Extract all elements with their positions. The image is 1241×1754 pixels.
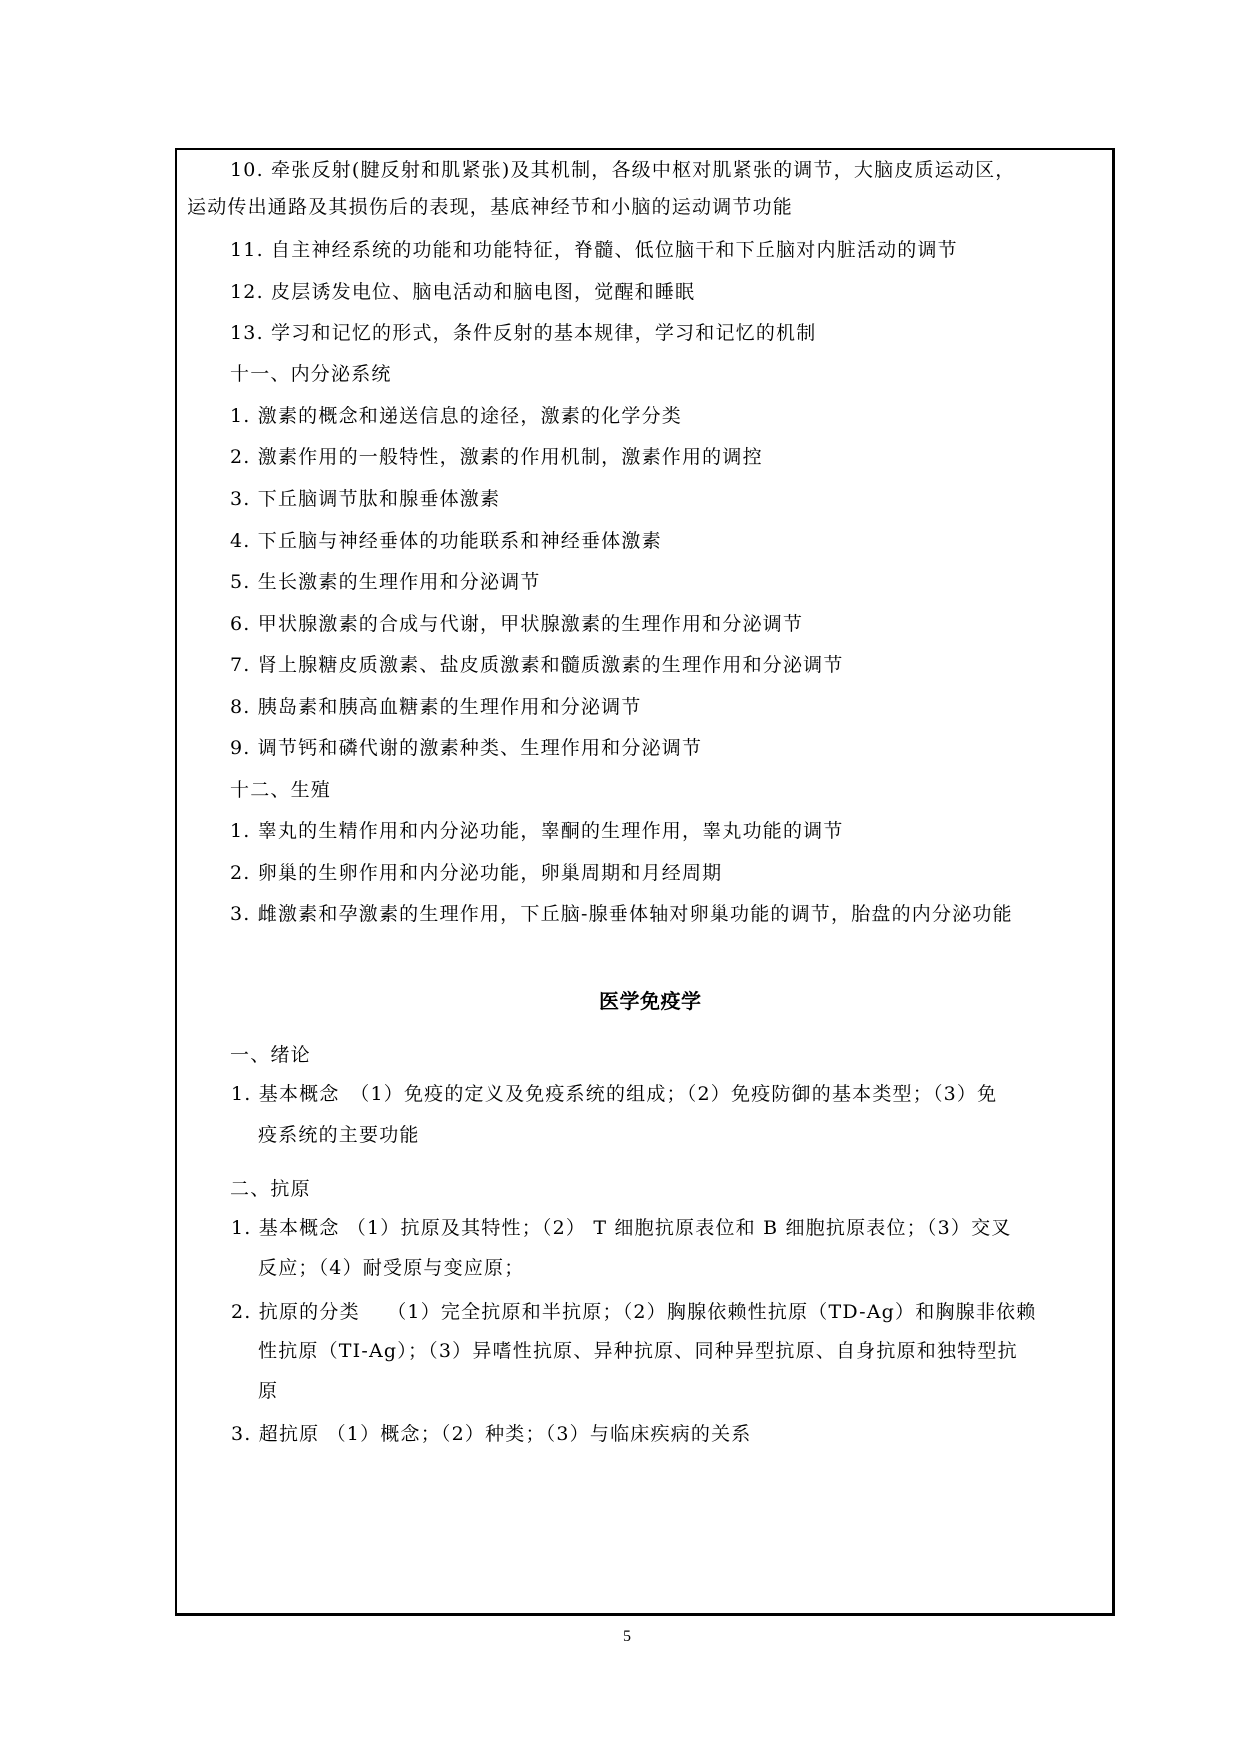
list-item-endocrine-7: 7. 肾上腺糖皮质激素、盐皮质激素和髓质激素的生理作用和分泌调节 [230, 654, 844, 676]
list-item-endocrine-4: 4. 下丘脑与神经垂体的功能联系和神经垂体激素 [230, 530, 662, 552]
list-item-endocrine-2: 2. 激素作用的一般特性，激素的作用机制，激素作用的调控 [230, 446, 763, 468]
list-item-reproduction-3: 3. 雌激素和孕激素的生理作用，下丘脑-腺垂体轴对卵巢功能的调节，胎盘的内分泌功能 [230, 903, 1013, 925]
list-item-antigen-2: 2. 抗原的分类 （1）完全抗原和半抗原；（2）胸腺依赖性抗原（TD-Ag）和胸腺非依赖 [231, 1301, 1037, 1323]
list-item-antigen-2-cont2: 原 [258, 1380, 279, 1402]
section-heading-reproduction: 十二、生殖 [230, 779, 332, 801]
list-item-antigen-3: 3. 超抗原 （1）概念；（2）种类；（3）与临床疾病的关系 [231, 1423, 752, 1445]
list-item-endocrine-6: 6. 甲状腺激素的合成与代谢，甲状腺激素的生理作用和分泌调节 [230, 613, 804, 635]
list-item-nervous-10: 10. 牵张反射(腱反射和肌紧张)及其机制，各级中枢对肌紧张的调节，大脑皮质运动区， [230, 159, 1016, 181]
list-item-antigen-2-cont: 性抗原（TI-Ag）；（3）异嗜性抗原、异种抗原、同种异型抗原、自身抗原和独特型抗 [258, 1340, 1018, 1362]
section-title-immunology: 医学免疫学 [599, 989, 702, 1013]
list-item-endocrine-5: 5. 生长激素的生理作用和分泌调节 [230, 571, 541, 593]
list-item-introduction-1: 1. 基本概念 （1）免疫的定义及免疫系统的组成；（2）免疫防御的基本类型；（3）免 [231, 1083, 998, 1105]
list-item-introduction-1-cont: 疫系统的主要功能 [258, 1124, 420, 1146]
list-item-antigen-1: 1. 基本概念 （1）抗原及其特性；（2） T 细胞抗原表位和 B 细胞抗原表位；（3）交叉 [231, 1217, 1012, 1239]
list-item-endocrine-3: 3. 下丘脑调节肽和腺垂体激素 [230, 488, 501, 510]
list-item-nervous-12: 12. 皮层诱发电位、脑电活动和脑电图，觉醒和睡眠 [230, 281, 696, 303]
section-heading-introduction: 一、绪论 [230, 1044, 311, 1066]
list-item-nervous-11: 11. 自主神经系统的功能和功能特征，脊髓、低位脑干和下丘脑对内脏活动的调节 [230, 239, 958, 261]
section-heading-antigen: 二、抗原 [230, 1178, 311, 1200]
list-item-endocrine-1: 1. 激素的概念和递送信息的途径，激素的化学分类 [230, 405, 682, 427]
page-number: 5 [623, 1628, 631, 1645]
section-heading-endocrine: 十一、内分泌系统 [230, 363, 392, 385]
list-item-endocrine-8: 8. 胰岛素和胰高血糖素的生理作用和分泌调节 [230, 696, 642, 718]
list-item-nervous-13: 13. 学习和记忆的形式，条件反射的基本规律，学习和记忆的机制 [230, 322, 817, 344]
list-item-reproduction-2: 2. 卵巢的生卵作用和内分泌功能，卵巢周期和月经周期 [230, 862, 723, 884]
list-item-endocrine-9: 9. 调节钙和磷代谢的激素种类、生理作用和分泌调节 [230, 737, 703, 759]
list-item-antigen-1-cont: 反应；（4）耐受原与变应原； [258, 1257, 525, 1279]
list-item-reproduction-1: 1. 睾丸的生精作用和内分泌功能，睾酮的生理作用，睾丸功能的调节 [230, 820, 844, 842]
list-item-nervous-10-cont: 运动传出通路及其损伤后的表现，基底神经节和小脑的运动调节功能 [187, 196, 794, 218]
